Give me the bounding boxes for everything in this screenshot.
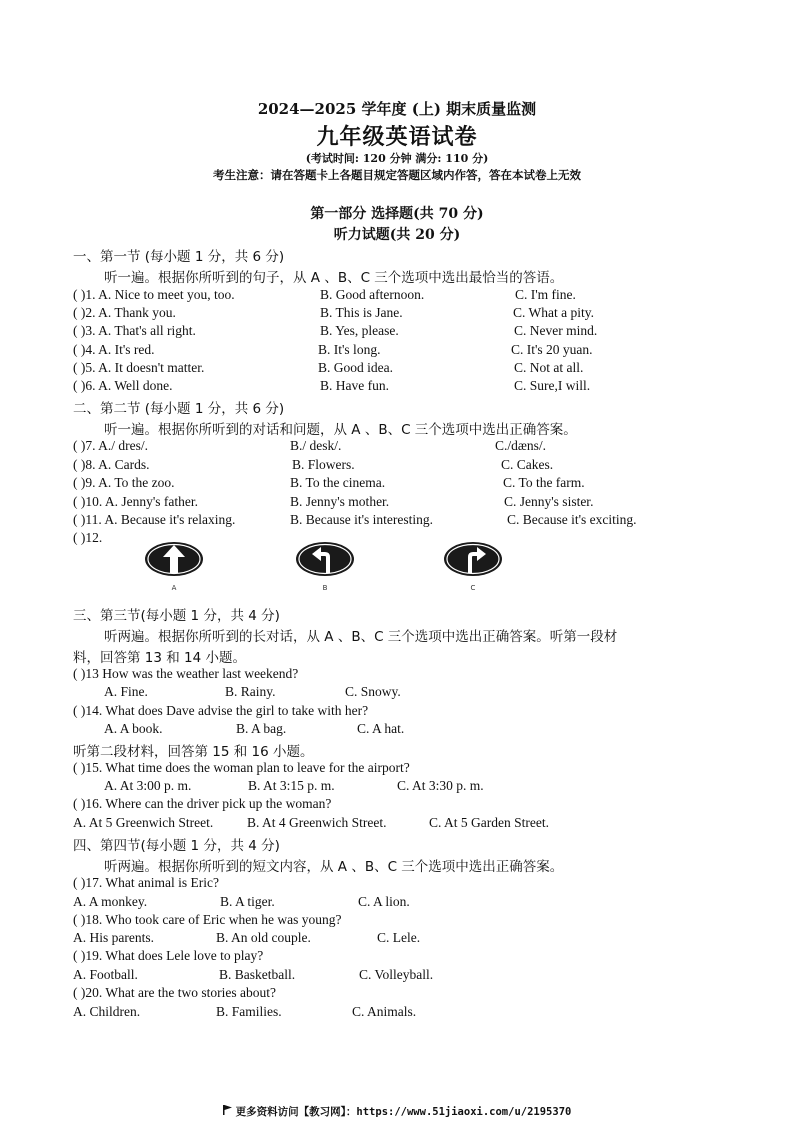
question-9-option-c: C. To the farm. [503,475,585,490]
section-4-instruction: 听两遍。根据你所听到的短文内容，从 A 、B、C 三个选项中选出正确答案。 [104,859,564,875]
question-17-option-b: B. A tiger. [220,894,275,909]
question-10-option-b: B. Jenny's mother. [290,494,390,509]
footer-link[interactable] [0,1104,794,1119]
question-6-option-c: C. Sure,I will. [514,378,591,393]
question-16-option-a: A. At 5 Greenwich Street. [73,815,214,830]
question-20-option-b: B. Families. [216,1004,282,1019]
question-10: ( )10. A. Jenny's father. [73,494,199,509]
section-3-heading: 三、第三节(每小题 1 分，共 4 分) [73,608,280,624]
question-9-option-b: B. To the cinema. [290,475,386,490]
section-3-instruction-line-1: 听两遍。根据你所听到的长对话，从 A 、B、C 三个选项中选出正确答案。听第一段材 [104,629,618,645]
question-12: ( )12. [73,530,103,545]
question-11-option-c: C. Because it's exciting. [507,512,637,527]
question-19-option-b: B. Basketball. [219,967,296,982]
question-14-option-b: B. A bag. [236,721,287,736]
question-7-option-b: B./ desk/. [290,438,342,453]
question-18-option-a: A. His parents. [73,930,154,945]
question-1-option-c: C. I'm fine. [515,287,576,302]
question-3-option-c: C. Never mind. [514,323,598,338]
section-1-heading: 一、第一节 (每小题 1 分，共 6 分) [73,249,285,265]
question-7: ( )7. A./ dres/. [73,438,148,453]
question-2-option-b: B. This is Jane. [320,305,403,320]
exam-info: (考试时间: 120 分钟 满分: 110 分) [305,152,489,165]
exam-title: 九年级英语试卷 [316,124,478,150]
question-4-option-c: C. It's 20 yuan. [511,342,593,357]
question-16: ( )16. Where can the driver pick up the woman? [73,796,332,811]
part-one-title: 第一部分 选择题(共 70 分) [310,206,484,222]
arrow-option-a [143,540,205,592]
question-13-option-b: B. Rainy. [225,684,276,699]
question-15-option-b: B. At 3:15 p. m. [248,778,335,793]
question-4: ( )4. A. It's red. [73,342,155,357]
question-6-option-b: B. Have fun. [320,378,389,393]
arrow-option-c [442,540,504,592]
question-9: ( )9. A. To the zoo. [73,475,175,490]
question-13-option-c: C. Snowy. [345,684,401,699]
arrow-label-b: B [322,584,328,592]
listening-subtitle: 听力试题(共 20 分) [333,227,461,243]
question-16-option-b: B. At 4 Greenwich Street. [247,815,387,830]
question-15-option-a: A. At 3:00 p. m. [104,778,192,793]
question-8-option-c: C. Cakes. [501,457,554,472]
question-3-option-b: B. Yes, please. [320,323,399,338]
question-20-option-a: A. Children. [73,1004,141,1019]
question-2-option-c: C. What a pity. [513,305,594,320]
arrow-label-c: C [470,584,476,592]
question-20-option-c: C. Animals. [352,1004,417,1019]
second-material-instruction: 听第二段材料，回答第 15 和 16 小题。 [73,744,314,760]
question-15: ( )15. What time does the woman plan to leave for the airport? [73,760,410,775]
question-20: ( )20. What are the two stories about? [73,985,276,1000]
arrow-label-a: A [171,584,177,592]
question-13-option-a: A. Fine. [104,684,148,699]
footer-text[interactable]: 更多资料访问【教习网】：https://www.51jiaoxi.com/u/2195370 [235,1106,572,1118]
question-18-option-c: C. Lele. [377,930,421,945]
question-15-option-c: C. At 3:30 p. m. [397,778,484,793]
arrow-option-b [294,540,356,592]
question-10-option-c: C. Jenny's sister. [504,494,594,509]
exam-year-heading: 2024—2025 学年度 (上) 期末质量监测 [257,100,537,118]
section-1-instruction: 听一遍。根据你所听到的句子，从 A 、B、C 三个选项中选出最恰当的答语。 [104,270,564,286]
question-11: ( )11. A. Because it's relaxing. [73,512,236,527]
section-4-heading: 四、第四节(每小题 1 分，共 4 分) [73,838,280,854]
question-8-option-b: B. Flowers. [292,457,355,472]
section-3-instruction-line-2: 料，回答第 13 和 14 小题。 [73,650,247,666]
turn-right-arrow-icon [442,540,504,580]
question-19: ( )19. What does Lele love to play? [73,948,264,963]
turn-left-arrow-icon [294,540,356,580]
question-19-option-a: A. Football. [73,967,138,982]
flag-icon [223,1105,232,1118]
question-7-option-c: C./dæns/. [495,438,547,453]
question-3: ( )3. A. That's all right. [73,323,196,338]
question-1: ( )1. A. Nice to meet you, too. [73,287,235,302]
section-2-instruction: 听一遍。根据你所听到的对话和问题，从 A 、B、C 三个选项中选出正确答案。 [104,422,577,438]
question-14-option-a: A. A book. [104,721,163,736]
question-4-option-b: B. It's long. [318,342,381,357]
question-17-option-a: A. A monkey. [73,894,148,909]
question-14: ( )14. What does Dave advise the girl to take with her? [73,703,369,718]
question-5-option-c: C. Not at all. [514,360,584,375]
question-6: ( )6. A. Well done. [73,378,173,393]
question-14-option-c: C. A hat. [357,721,405,736]
question-18: ( )18. Who took care of Eric when he was young? [73,912,342,927]
question-13: ( )13 How was the weather last weekend? [73,666,299,681]
question-11-option-b: B. Because it's interesting. [290,512,434,527]
question-5: ( )5. A. It doesn't matter. [73,360,205,375]
question-16-option-c: C. At 5 Garden Street. [429,815,549,830]
question-17-option-c: C. A lion. [358,894,410,909]
question-8: ( )8. A. Cards. [73,457,150,472]
question-18-option-b: B. An old couple. [216,930,311,945]
question-1-option-b: B. Good afternoon. [320,287,425,302]
question-19-option-c: C. Volleyball. [359,967,434,982]
exam-notice: 考生注意：请在答题卡上各题目规定答题区域内作答，答在本试卷上无效 [213,168,581,182]
question-5-option-b: B. Good idea. [318,360,393,375]
question-17: ( )17. What animal is Eric? [73,875,219,890]
question-2: ( )2. A. Thank you. [73,305,176,320]
section-2-heading: 二、第二节 (每小题 1 分，共 6 分) [73,401,285,417]
straight-arrow-icon [143,540,205,580]
